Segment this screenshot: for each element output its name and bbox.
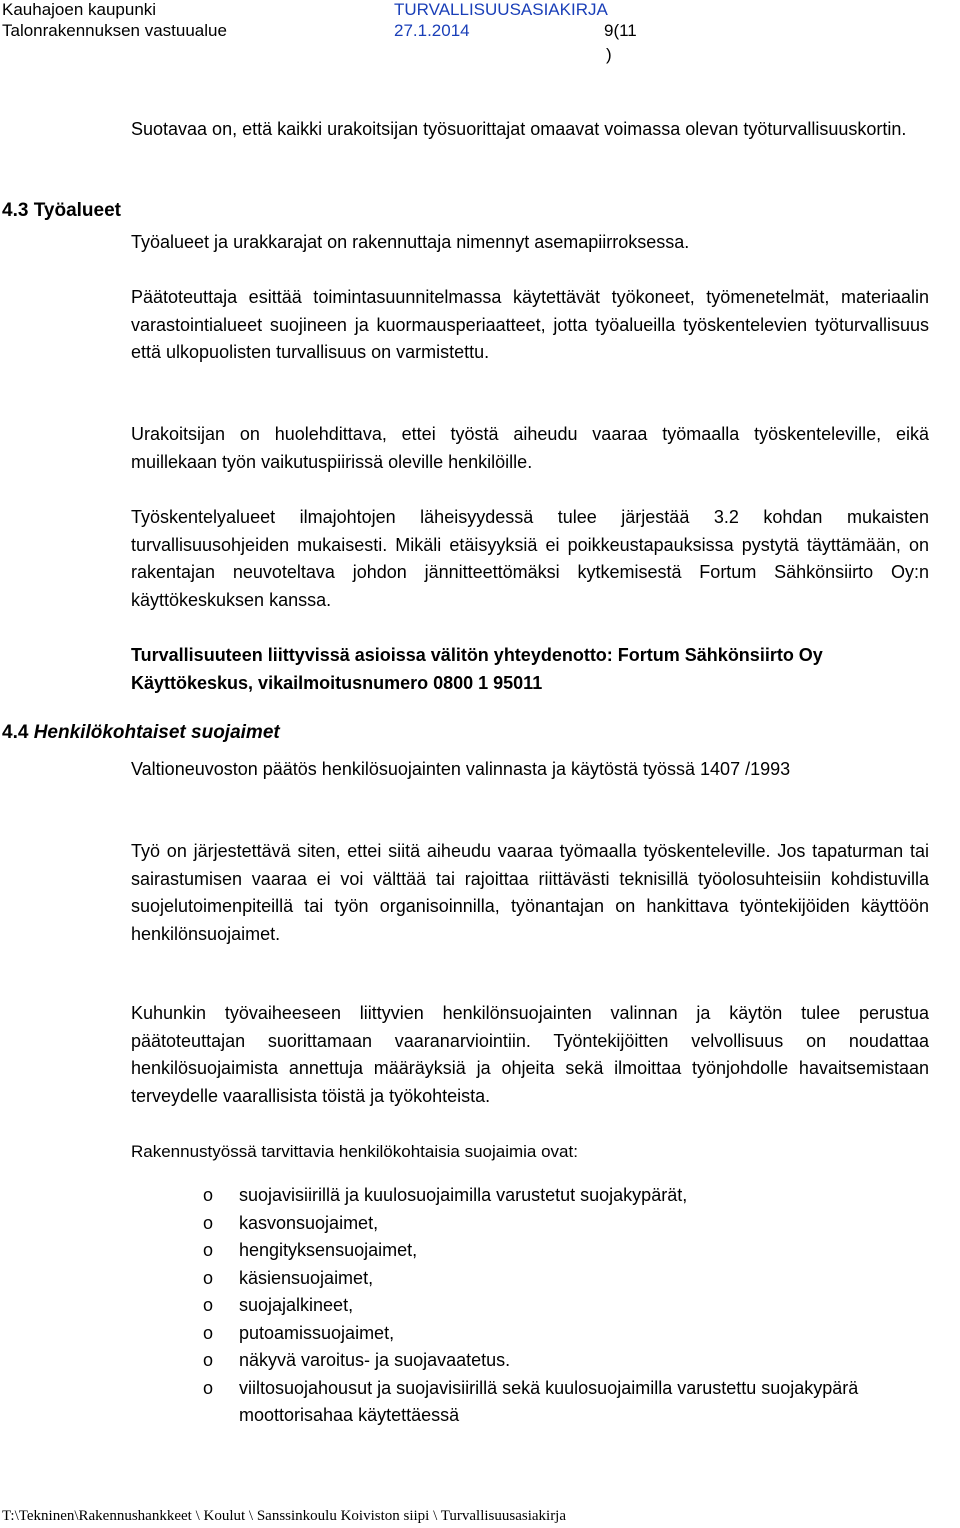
header-page-number: 9(11: [604, 21, 637, 40]
list-item: [131, 1182, 929, 1210]
list-item: [131, 1347, 929, 1375]
list-item-text: näkyvä varoitus- ja suojavaatetus.: [239, 1350, 511, 1370]
section-number: 4.4: [2, 722, 29, 743]
list-item: [131, 1375, 929, 1430]
paragraph-emergency-contact: Turvallisuuteen liittyvissä asioissa välitön yhteydenotto: Fortum Sähkönsiirto Oy Käyttökeskus, vikailmoitusnumero 0800 1 95011: [131, 645, 823, 693]
list-bullet: o: [203, 1185, 214, 1205]
section-title: Työalueet: [33, 200, 121, 221]
list-item: [131, 1210, 929, 1238]
list-item-text: hengityksensuojaimet,: [239, 1240, 418, 1260]
list-item-text: viiltosuojahousut ja suojavisiirillä sekä kuulosuojaimilla varustettu suojakypärä moottorisahaa käytettäessä: [239, 1377, 859, 1425]
section-title: Henkilökohtaiset suojaimet: [33, 722, 280, 743]
list-bullet: o: [203, 1267, 214, 1288]
paragraph-work-areas: Työalueet ja urakkarajat on rakennuttaja nimennyt asemapiirroksessa.: [131, 232, 690, 252]
paragraph-work-arrangement: Työ on järjestettävä siten, ettei siitä aiheudu vaaraa työmaalla työskenteleville. Jos tapaturman tai sairastumisen vaaraa ei voi välttää tai rajoittaa riittävästi teknisillä työolosuhteisiin kohdistuvilla suojelutoimenpiteillä tai työn organisoinnilla, työnantajan on hankittava työntekijöiden käyttöön henkilönsuojaimet.: [131, 841, 929, 944]
list-bullet: o: [203, 1322, 214, 1343]
list-item: [131, 1292, 929, 1320]
list-item-text: kasvonsuojaimet,: [239, 1212, 379, 1233]
list-bullet: o: [203, 1350, 214, 1370]
header-document-title: TURVALLISUUSASIAKIRJA: [394, 0, 608, 19]
section-heading-4-3: [2, 198, 121, 224]
paragraph-list-intro: Rakennustyössä tarvittavia henkilökohtaisia suojaimia ovat:: [131, 1142, 578, 1161]
header-date: 27.1.2014: [394, 21, 470, 40]
header-department: Talonrakennuksen vastuualue: [2, 21, 227, 40]
section-heading-4-4: [2, 720, 280, 746]
list-item: [131, 1237, 929, 1265]
list-bullet: o: [203, 1212, 214, 1233]
paragraph-contractor-duty: Urakoitsijan on huolehdittava, ettei työstä aiheudu vaaraa työmaalla työskenteleville, eikä muillekaan työn vaikutuspiirissä oleville henkilöille.: [131, 424, 929, 472]
paragraph-ppe-selection: Kuhunkin työvaiheeseen liittyvien henkilönsuojainten valinnan ja käytön tulee perustua päätoteuttajan suorittamaan vaaranarviointiin. Työntekijöitten velvollisuus on noudattaa henkilösuojaimista annettuja määräyksiä ja ohjeita sekä ilmoittaa työnjohdolle havaitsemistaan terveydelle vaarallisista töistä ja työkohteista.: [131, 1003, 929, 1106]
footer-file-path: T:\Tekninen\Rakennushankkeet \ Koulut \ Sanssinkoulu Koiviston siipi \ Turvallisuusasiakirja: [2, 1508, 567, 1524]
section-number: 4.3: [2, 200, 29, 221]
header-organization: Kauhajoen kaupunki: [2, 0, 157, 19]
list-item-text: suojajalkineet,: [239, 1295, 354, 1315]
list-item-text: suojavisiirillä ja kuulosuojaimilla varustetut suojakypärät,: [239, 1185, 688, 1205]
header-page-number-close: ): [606, 45, 612, 64]
list-bullet: o: [203, 1295, 214, 1315]
ppe-list: [131, 1182, 929, 1430]
paragraph-government-decision: Valtioneuvoston päätös henkilösuojainten valinnasta ja käytöstä työssä 1407 /1993: [131, 759, 791, 779]
list-item-text: käsiensuojaimet,: [239, 1267, 374, 1288]
list-bullet: o: [203, 1240, 214, 1260]
list-item: [131, 1320, 929, 1348]
paragraph-safety-cards: Suotavaa on, että kaikki urakoitsijan työsuorittajat omaavat voimassa olevan työturvallisuuskortin.: [131, 119, 907, 139]
list-item-text: putoamissuojaimet,: [239, 1322, 395, 1343]
list-item: [131, 1265, 929, 1293]
list-bullet: o: [203, 1377, 214, 1398]
paragraph-power-lines: Työskentelyalueet ilmajohtojen läheisyydessä tulee järjestää 3.2 kohdan mukaisten turvallisuusohjeiden mukaisesti. Mikäli etäisyyksiä ei poikkeustapauksissa pystytä täyttämään, on rakentajan neuvoteltava johdon jännitteettömäksi kytkemisestä Fortum Sähkönsiirto Oy:n käyttökeskuksen kanssa.: [131, 507, 929, 610]
paragraph-action-plan: Päätoteuttaja esittää toimintasuunnitelmassa käytettävät työkoneet, työmenetelmät, materiaalin varastointialueet suojineen ja kuormausperiaatteet, jotta työalueilla työskentelevien työturvallisuus että ulkopuolisten turvallisuus on varmistettu.: [131, 287, 929, 362]
